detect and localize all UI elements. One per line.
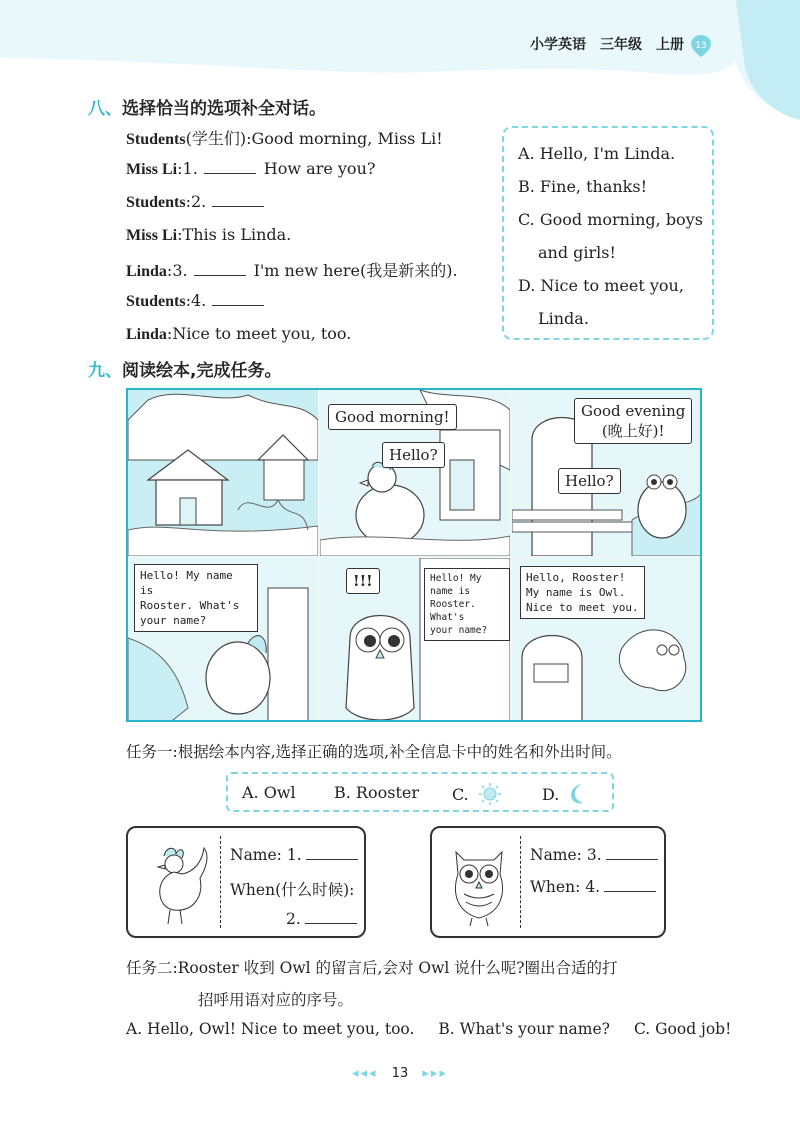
comic-panel-2 [320, 390, 510, 556]
option-d: D. Nice to meet you, [518, 276, 684, 295]
dialogue-answer-blank[interactable] [204, 160, 256, 174]
choice-d-label: D. [542, 784, 560, 804]
card1-when-blank[interactable] [305, 910, 357, 924]
card2-divider [520, 836, 521, 928]
comic-bubble-good-evening [574, 398, 692, 444]
card2-when-num: 4. [585, 878, 601, 896]
card1-name-blank[interactable] [306, 846, 358, 860]
card2-name-label: Name: [530, 846, 582, 864]
dialogue-line [126, 159, 375, 179]
dialogue-line [126, 258, 458, 281]
page-badge-number: 13 [695, 41, 707, 51]
dialogue-text-after: I'm new here(我是新来的). [253, 261, 458, 280]
info-card-owl [430, 826, 666, 938]
task1-instruction: 任务一:根据绘本内容,选择正确的选项,补全信息卡中的姓名和外出时间。 [126, 743, 622, 761]
header-subject: 小学英语 [530, 37, 586, 53]
dialogue-line [126, 291, 264, 311]
dialogue-text-after: How are you? [263, 159, 376, 178]
card2-name-blank[interactable] [606, 846, 658, 860]
dialogue-speaker: Miss Li [126, 161, 178, 178]
info-card-rooster [126, 826, 366, 938]
card1-when-num: 2. [286, 910, 301, 928]
dialogue-colon: : [166, 261, 173, 280]
dialogue-answer-blank[interactable] [212, 193, 264, 207]
dialogue-text: 4. [190, 291, 207, 310]
house-door-1 [180, 498, 196, 525]
task2-answers [126, 1020, 731, 1038]
dialogue-speaker: Miss Li [126, 227, 178, 244]
header-book-info [530, 34, 684, 54]
section-8-heading: 选择恰当的选项补全对话。 [122, 99, 326, 119]
house-2 [264, 460, 304, 500]
comic-bubble-exclaim: !!! [346, 568, 380, 594]
section-9-number: 九、 [88, 361, 122, 381]
note3-line1: Hello, Rooster! [526, 571, 626, 584]
card1-name-row [230, 846, 358, 864]
task2-instruction-line1: 任务二:Rooster 收到 Owl 的留言后,会对 Owl 说什么呢?圈出合适的打 [126, 959, 618, 977]
option-c: C. Good morning, boys [518, 210, 703, 229]
choice-a: A. Owl [242, 783, 296, 802]
dialogue-text: This is Linda. [182, 225, 292, 244]
footer-right-arrows-icon: ▸▸▸ [422, 1066, 448, 1081]
dialogue-colon: : [177, 159, 183, 178]
dialogue-speaker: Linda [126, 326, 167, 343]
choice-c-label: C. [452, 784, 469, 804]
comic-note-rooster-2 [424, 568, 510, 641]
option-a: A. Hello, I'm Linda. [518, 144, 676, 163]
dialogue-speaker: Linda [126, 263, 167, 280]
note1-line3: your name? [140, 614, 207, 627]
comic-panel-6 [512, 558, 702, 722]
ground-1 [128, 526, 318, 556]
option-c-continued: and girls! [538, 243, 616, 262]
dialogue-speaker-note: (学生们) [185, 129, 247, 148]
door-note-6 [534, 664, 568, 682]
card2-name-num: 3. [586, 846, 602, 864]
comic-strip [126, 388, 702, 722]
choice-d [542, 783, 589, 805]
note1-line1: Hello! My name is [140, 569, 233, 597]
house-door-2 [450, 460, 474, 510]
header-grade: 三年级 [600, 37, 642, 53]
dialogue-text: Good morning, Miss Li! [251, 129, 443, 148]
comic-note-rooster-1 [134, 564, 258, 632]
dialogue-speaker: Students [126, 293, 186, 310]
task2-instruction-line2: 招呼用语对应的序号。 [198, 991, 354, 1009]
task2-answer-c[interactable]: C. Good job! [633, 1020, 732, 1038]
dialogue-colon: : [166, 324, 173, 343]
page-number: 13 [391, 1066, 409, 1081]
comic-panel-5 [320, 558, 510, 722]
comic-bubble-good-morning: Good morning! [328, 404, 457, 430]
task2-answer-b[interactable]: B. What's your name? [438, 1020, 610, 1038]
comic-bubble-good-evening-line2: (晚上好)! [601, 422, 665, 440]
dialogue-text: 1. [182, 159, 198, 178]
note3-line3: Nice to meet you. [526, 601, 639, 614]
dialogue-text: 3. [172, 261, 188, 280]
footer-left-arrows-icon: ◂◂◂ [352, 1066, 378, 1081]
option-d-continued: Linda. [538, 309, 589, 328]
dialogue-speaker: Students [126, 194, 186, 211]
comic-bubble-hello-2: Hello? [558, 468, 621, 494]
note2-line1: Hello! My name is [430, 573, 482, 597]
comic-panel-4 [128, 558, 318, 722]
door-4 [268, 588, 308, 722]
card2-when-label: When: [530, 878, 581, 896]
task1-choices-box [226, 772, 614, 812]
note3-line2: My name is Owl. [526, 586, 626, 599]
card1-when-row [286, 910, 357, 928]
dialogue-line [126, 324, 351, 344]
rooster-back [206, 642, 270, 714]
dialogue-colon: : [185, 291, 191, 310]
moon-icon [569, 783, 589, 805]
dialogue-text: 2. [190, 192, 207, 211]
card1-divider [220, 836, 221, 928]
task2-answer-a[interactable]: A. Hello, Owl! Nice to meet you, too. [126, 1020, 415, 1038]
rooster-body [356, 485, 424, 545]
note2-line2: Rooster. What's [430, 599, 476, 623]
comic-note-owl [520, 566, 645, 619]
section-8-number: 八、 [88, 99, 122, 119]
dialogue-colon: : [185, 192, 191, 211]
dialogue-text: Nice to meet you, too. [172, 324, 352, 343]
dialogue-colon: : [246, 129, 252, 148]
page-footer [0, 1066, 800, 1081]
note2-line3: your name? [430, 625, 488, 636]
card1-name-num: 1. [286, 846, 302, 864]
dialogue-line [126, 225, 291, 245]
dialogue-line [126, 192, 264, 212]
dialogue-speaker: Students [126, 131, 186, 148]
header-volume: 上册 [656, 37, 684, 53]
card1-name-label: Name: [230, 846, 282, 864]
owl-icon [446, 838, 512, 930]
card2-when-row [530, 878, 656, 896]
section-9-title [88, 356, 281, 381]
owl-body-5 [346, 616, 414, 721]
option-b: B. Fine, thanks! [518, 177, 648, 196]
card2-name-row [530, 846, 658, 864]
dialogue-colon: : [177, 225, 183, 244]
choice-c [452, 783, 501, 805]
owl-body-3 [638, 482, 686, 538]
section-8-title [88, 94, 326, 119]
card1-when-label: When(什么时候): [230, 881, 355, 899]
comic-panel-1 [128, 390, 318, 556]
note1-line2: Rooster. What's [140, 599, 240, 612]
section-9-heading: 阅读绘本,完成任务。 [122, 361, 282, 381]
comic-panel-3 [512, 390, 702, 556]
comic-bubble-good-evening-line1: Good evening [581, 402, 686, 420]
rooster-icon [134, 838, 214, 930]
page-badge-icon [690, 34, 712, 58]
dialogue-line [126, 126, 443, 149]
dialogue-answer-blank[interactable] [212, 292, 264, 306]
dialogue-answer-blank[interactable] [194, 262, 246, 276]
sun-icon [479, 783, 501, 805]
options-box [502, 126, 714, 340]
choice-b: B. Rooster [334, 783, 419, 802]
comic-bubble-hello-1: Hello? [382, 442, 445, 468]
card2-when-blank[interactable] [604, 878, 656, 892]
